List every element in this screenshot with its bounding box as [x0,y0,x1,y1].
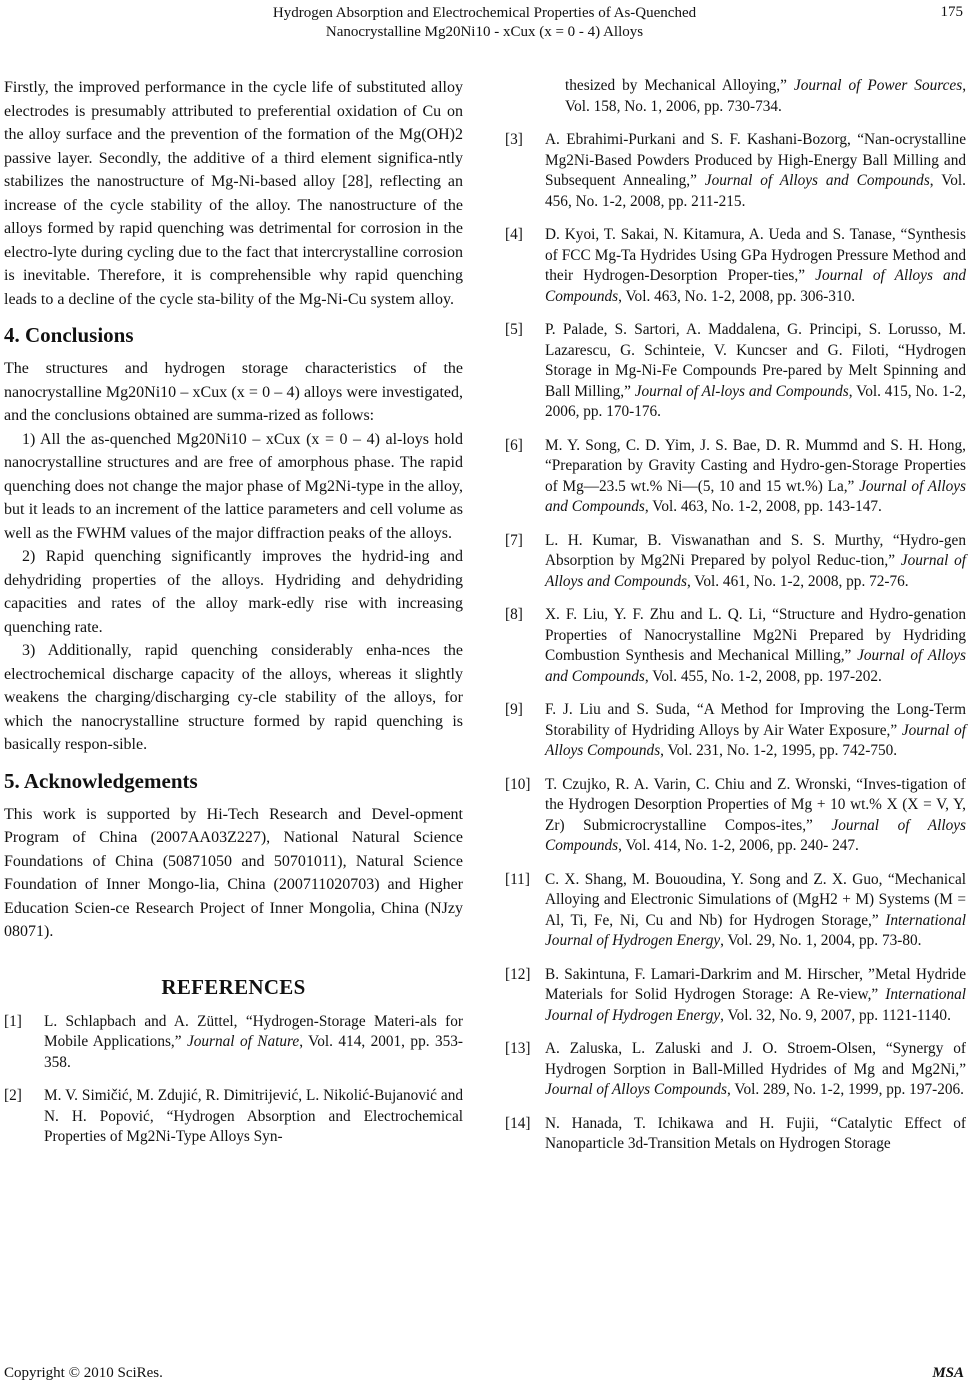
reference-journal: International Journal of Hydrogen Energy [545,911,966,949]
reference-number: [11] [505,870,530,888]
reference-item [505,605,966,687]
reference-journal: Journal of Al-loys and Compounds [634,382,849,400]
reference-text: A. Ebrahimi-Purkani and S. F. Kashani-Bozorg, “Nan-ocrystalline Mg2Ni-Based Powders Produced by High-Energy Ball Milling and Subsequent Annealing,” Journal of Alloys and Compounds, Vol. 456, No. 1-2, 2008, pp. 211-215. [545,131,967,210]
reference-number: [12] [505,965,531,983]
reference-number: [7] [505,531,523,549]
reference-item [505,870,966,952]
reference-item [505,1114,966,1155]
reference-journal: Journal of Alloys and Compounds [545,552,966,590]
reference-text: B. Sakintuna, F. Lamari-Darkrim and M. Hirscher, ”Metal Hydride Materials for Solid Hydrogen Storage: A Re-view,” International Journal of Hydrogen Energy, Vol. 32, No. 9, 2007, pp. 1121-1140. [545,965,966,1024]
running-header [0,4,969,42]
reference-number: [10] [505,775,531,793]
reference-text: P. Palade, S. Sartori, A. Maddalena, G. Principi, S. Lorusso, M. Lazarescu, G. Schinteie, V. Kuncser and G. Filoti, “Hydrogen Storage in Mg-Ni-Fe Compounds Pre-pared by Melt Spinning and Ball Milling,” Journal of Al-loys and Compounds, Vol. 415, No. 1-2, 2006, pp. 170-176. [545,321,966,420]
paragraph-cycle-life: Firstly, the improved performance in the cycle life of substituted alloy electrodes is presumably attributed to preferential oxidation of Cu on the alloy surface and the prevention of the formation of the Mg(OH)2 passive layer. Secondly, the additive of a third element significa-ntly stabilizes the nanostructure of Mg-Ni-based alloy [28], reflecting an increase of the cycle stability of the alloy. The nanostructure of the alloys formed by rapid quenching was detrimental for corrosion in the electro-lyte during cycling due to the fact that intercrystalline corrosion is inevitable. Therefore, it is comprehensible why rapid quenching leads to a decline of the cycle sta-bility of the Mg-Ni-Cu system alloy. [4,79,463,308]
reference-text: T. Czujko, R. A. Varin, C. Chiu and Z. Wronski, “Inves-tigation of the Hydrogen Desorption Properties of Mg + 10 wt.% X (X = V, Y, Zr) Submicrocrystalline Compos-ites,” Journal of Alloys Compounds, Vol. 414, No. 1-2, 2006, pp. 240- 247. [545,775,966,854]
reference-number: [1] [4,1012,22,1030]
reference-number: [13] [505,1040,531,1057]
reference-item [505,775,966,857]
reference-text: thesized by Mechanical Alloying,” Journal of Power Sources, Vol. 158, No. 1, 2006, pp. 730-734. [565,77,967,115]
section-conclusions-heading: 4. Conclusions [4,323,134,347]
reference-text: F. J. Liu and S. Suda, “A Method for Improving the Long-Term Storability of Hydriding Alloys by Air Water Exposure,” Journal of Alloys Compounds, Vol. 231, No. 1-2, 1995, pp. 742-750. [545,701,966,759]
reference-text: L. H. Kumar, B. Viswanathan and S. S. Murthy, “Hydro-gen Absorption by Mg2Ni Prepared by polyol Reduc-tion,” Journal of Alloys and Compounds, Vol. 461, No. 1-2, 2008, pp. 72-76. [545,531,966,590]
paragraph-conclusion-2: 2) Rapid quenching significantly improves the hydrid-ing and dehydriding properties of the alloys. Hydriding and dehydriding capacities and rates of the alloy mark-edly rise with increasing quenching rate. [4,548,463,636]
reference-number: [14] [505,1114,531,1132]
reference-number: [3] [505,131,523,148]
reference-item [505,965,966,1027]
reference-text: M. V. Simičić, M. Zdujić, R. Dimitrijević, L. Nikolić-Bujanović and N. H. Popović, “Hydrogen Absorption and Electrochemical Properties of Mg2Ni-Type Alloys Syn- [44,1087,463,1145]
reference-item [4,1012,463,1074]
reference-journal: Journal of Nature [186,1033,300,1050]
reference-number: [5] [505,321,523,338]
reference-text: D. Kyoi, T. Sakai, N. Kitamura, A. Ueda and S. Tanase, “Synthesis of FCC Mg-Ta Hydrides Using GPa Hydrogen Pressure Method and their Hydrogen-Desorption Proper-ties,” Journal of Alloys and Compounds, Vol. 463, No. 1-2, 2008, pp. 306-310. [545,226,966,305]
reference-number: [2] [4,1087,22,1104]
reference-item [505,130,966,212]
reference-text: X. F. Liu, Y. F. Zhu and L. Q. Li, “Structure and Hydro-genation Properties of Nanocrystalline Mg2Ni Prepared by Hydriding Combustion Synthesis and Mechanical Milling,” Journal of Alloys and Compounds, Vol. 455, No. 1-2, 2008, pp. 197-202. [545,606,966,685]
reference-journal: Journal of Alloys and Compounds [545,267,966,305]
reference-journal: Journal of Alloys Compounds [545,816,966,854]
reference-number: [4] [505,226,523,243]
reference-item-continued [505,76,966,117]
reference-journal: Journal of Alloys and Compounds [704,172,930,189]
reference-journal: Journal of Alloys and Compounds [545,647,966,685]
reference-text: C. X. Shang, M. Bououdina, Y. Song and Z. X. Guo, “Mechanical Alloying and Electronic Simulations of (MgH2 + M) Systems (M = Al, Ti, Fe, Ni, Cu and Nb) for Hydrogen Storage,” International Journal of Hydrogen Energy, Vol. 29, No. 1, 2004, pp. 73-80. [545,870,966,949]
reference-journal: Journal of Power Sources [793,77,963,94]
paragraph-conclusion-1: 1) All the as-quenched Mg20Ni10 – xCux (x = 0 – 4) al-loys hold nanocrystalline structures and are free of amorphous phase. The rapid quenching does not change the major phase of Mg2Ni-type in the alloy, but it leads to an increment of the lattice parameters and cell volume as well as the FWHM values of the major diffraction peaks of the alloys. [4,430,463,542]
paragraph-conclusion-3: 3) Additionally, rapid quenching considerably enha-nces the electrochemical discharge capacity of the alloys, whereas it slightly weakens the charging/discharging cy-cle stability of the alloys, for which the nanocrystalline structure formed by rapid quenching is basically respon-sible. [4,642,463,753]
reference-journal: Journal of Alloys Compounds [545,1081,728,1098]
reference-text: N. Hanada, T. Ichikawa and H. Fujii, “Catalytic Effect of Nanoparticle 3d-Transition Metals on Hydrogen Storage [545,1114,966,1152]
page-number: 175 [940,4,963,20]
reference-number: [6] [505,436,523,454]
reference-item [505,436,966,518]
paragraph-acknowledgements: This work is supported by Hi-Tech Research and Devel-opment Program of China (2007AA03Z227), National Natural Science Foundations of China (50871050 and 50701011), Natural Science Foundation of Inner Mongo-lia, China (200711020703) and Higher Education Scien-ce Research Project of Inner Mongolia, China (NJzy 08071). [4,805,463,940]
reference-text: L. Schlapbach and A. Züttel, “Hydrogen-Storage Materi-als for Mobile Applications,” Journal of Nature, Vol. 414, 2001, pp. 353-358. [44,1012,463,1071]
header-subtitle: Nanocrystalline Mg20Ni10 - xCux (x = 0 - 4) Alloys [325,24,644,40]
journal-abbreviation: MSA [932,1365,964,1381]
reference-item [505,320,966,423]
reference-journal: International Journal of Hydrogen Energy [545,986,966,1024]
reference-journal: Journal of Alloys Compounds [545,721,966,759]
reference-journal: Journal of Alloys and Compounds [545,477,967,515]
section-acknowledgements-heading: 5. Acknowledgements [4,768,198,793]
reference-number: [8] [505,606,523,623]
references-heading: REFERENCES [161,974,306,999]
copyright-text: Copyright © 2010 SciRes. [4,1365,163,1381]
right-column [505,76,966,1168]
reference-item [505,225,966,307]
reference-item [505,531,966,593]
reference-text: M. Y. Song, C. D. Yim, J. S. Bae, D. R. Mummd and S. H. Hong, “Preparation by Gravity Casting and Hydro-gen-Storage Properties of Mg—23.5 wt.% Ni—(5, 10 and 15 wt.%) La,” Journal of Alloys and Compounds, Vol. 463, No. 1-2, 2008, pp. 143-147. [545,436,967,515]
reference-item [4,1086,463,1148]
paragraph-conclusions-intro: The structures and hydrogen storage characteristics of the nanocrystalline Mg20Ni10 – xCux (x = 0 – 4) alloys were investigated, and the conclusions obtained are summa-rized as follows: [4,360,463,424]
header-title: Hydrogen Absorption and Electrochemical Properties of As-Quenched [272,5,697,21]
reference-text: A. Zaluska, L. Zaluski and J. O. Stroem-Olsen, “Synergy of Hydrogen Sorption in Ball-Milled Hydrides of Mg and Mg2Ni,” Journal of Alloys Compounds, Vol. 289, No. 1-2, 1999, pp. 197-206. [545,1040,966,1098]
reference-item [505,1039,966,1101]
left-column [4,76,463,1161]
reference-item [505,700,966,762]
page-footer [4,1365,964,1382]
reference-number: [9] [505,701,523,718]
